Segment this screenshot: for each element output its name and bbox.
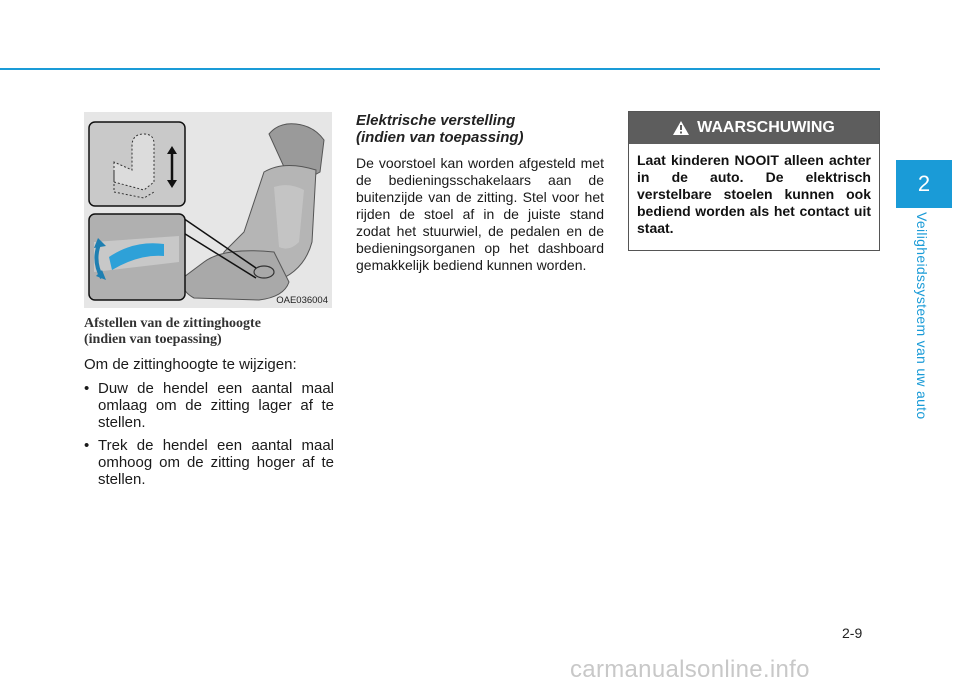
warning-text: Laat kinderen NOOIT alleen achter in de auto. De elektrisch verstelbare stoelen kunnen ook bediend worden als het contact uit staat.: [637, 152, 871, 236]
section-title: Afstellen van de zittinghoogte (indien van toepassing): [84, 316, 261, 347]
section-intro: Om de zittinghoogte te wijzigen:: [84, 356, 297, 373]
section-title: Elektrische verstelling (indien van toepassing): [356, 112, 524, 146]
seat-illustration: [84, 112, 332, 308]
list-item: • Duw de hendel een aantal maal omlaag om de zitting lager af te stellen.: [84, 380, 334, 431]
watermark: carmanualsonline.info: [570, 656, 810, 683]
page-number: 2-9: [842, 625, 863, 641]
figure-code: OAE036004: [276, 295, 328, 306]
list-item: • Trek de hendel een aantal maal omhoog om de zitting hoger af te stellen.: [84, 437, 334, 488]
header-rule: [0, 68, 880, 70]
chapter-title-vertical: Veiligheidssysteem van uw auto: [914, 212, 930, 420]
chapter-number: 2: [917, 171, 931, 196]
power-adjustment-section: [356, 112, 604, 274]
chapter-tab[interactable]: [896, 160, 952, 208]
seat-drawing: [84, 112, 332, 308]
warning-header: [629, 112, 879, 144]
warning-heading: WAARSCHUWING: [697, 119, 835, 136]
warning-triangle-icon: [673, 121, 689, 135]
warning-box: [628, 111, 880, 251]
section-body: De voorstoel kan worden afgesteld met de bedieningsschakelaars aan de buitenzijde van de zitting. Stel voor het rijden de stoel af in de juiste stand zodat het stuurwiel, de pedalen en de bedieningsorganen op het dashboard gemakkelijk bediend kunnen worden.: [356, 155, 604, 273]
seat-height-section: [84, 316, 334, 488]
